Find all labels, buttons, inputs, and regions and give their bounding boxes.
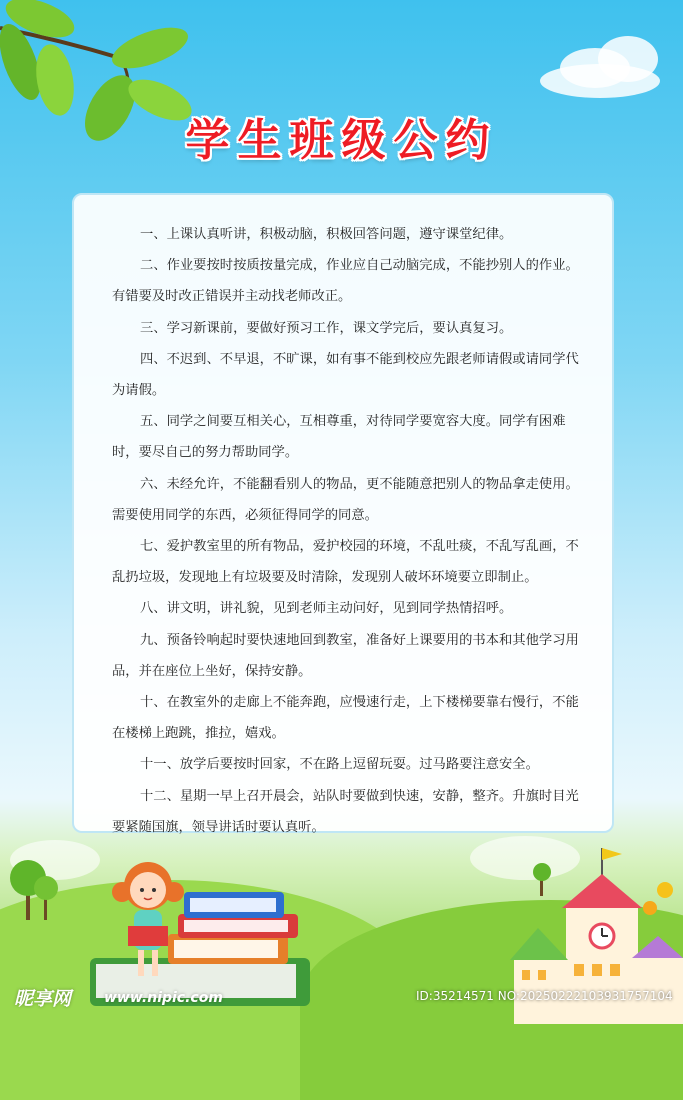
- rule-item: 十一、放学后要按时回家，不在路上逗留玩耍。过马路要注意安全。: [140, 757, 539, 773]
- rules-panel: [72, 193, 614, 833]
- girl-reading-icon: [108, 856, 188, 986]
- rule-item: 十、在教室外的走廊上不能奔跑，应慢速行走，上下楼梯要靠右慢行，不能 在楼梯上跑跳，推拉，嬉戏。: [112, 695, 579, 742]
- watermark-url: www.nipic.com: [104, 990, 223, 1006]
- rule-item: 七、爱护教室里的所有物品，爱护校园的环境，不乱吐痰，不乱写乱画，不 乱扔垃圾，发现地上有垃圾要及时清除，发现别人破坏环境要立即制止。: [112, 539, 579, 586]
- rule-item: 一、上课认真听讲，积极动脑，积极回答问题，遵守课堂纪律。: [140, 227, 513, 242]
- rule-item: 八、讲文明，讲礼貌，见到老师主动问好，见到同学热情招呼。: [140, 601, 513, 617]
- watermark-id: ID:35214571 NO:20250222103931757104: [416, 989, 673, 1003]
- rule-item: 二、作业要按时按质按量完成，作业应自己动脑完成，不能抄别人的作业。 有错要及时改正错误并主动找老师改正。: [112, 258, 579, 305]
- rule-item: 四、不迟到、不早退，不旷课，如有事不能到校应先跟老师请假或请同学代 为请假。: [112, 351, 579, 399]
- rule-item: 五、同学之间要互相关心，互相尊重，对待同学要宽容大度。同学有困难 时，要尽自己的努力帮助同学。: [112, 414, 566, 461]
- rule-item: 三、学习新课前，要做好预习工作，课文学完后，要认真复习。: [140, 320, 513, 336]
- rule-item: 九、预备铃响起时要快速地回到教室，准备好上课要用的书本和其他学习用 品，并在座位上坐好，保持安静。: [112, 632, 579, 679]
- rule-item: 六、未经允许，不能翻看别人的物品，更不能随意把别人的物品拿走使用。 需要使用同学的东西，必须征得同学的同意。: [112, 476, 579, 523]
- watermark-logo: 昵享网: [14, 988, 72, 1010]
- rule-item: 十二、星期一早上召开晨会，站队时要做到快速，安静，整齐。升旗时目光 要紧随国旗，领导讲话时要认真听。: [112, 788, 579, 835]
- page-title: 学生班级公约: [185, 115, 498, 166]
